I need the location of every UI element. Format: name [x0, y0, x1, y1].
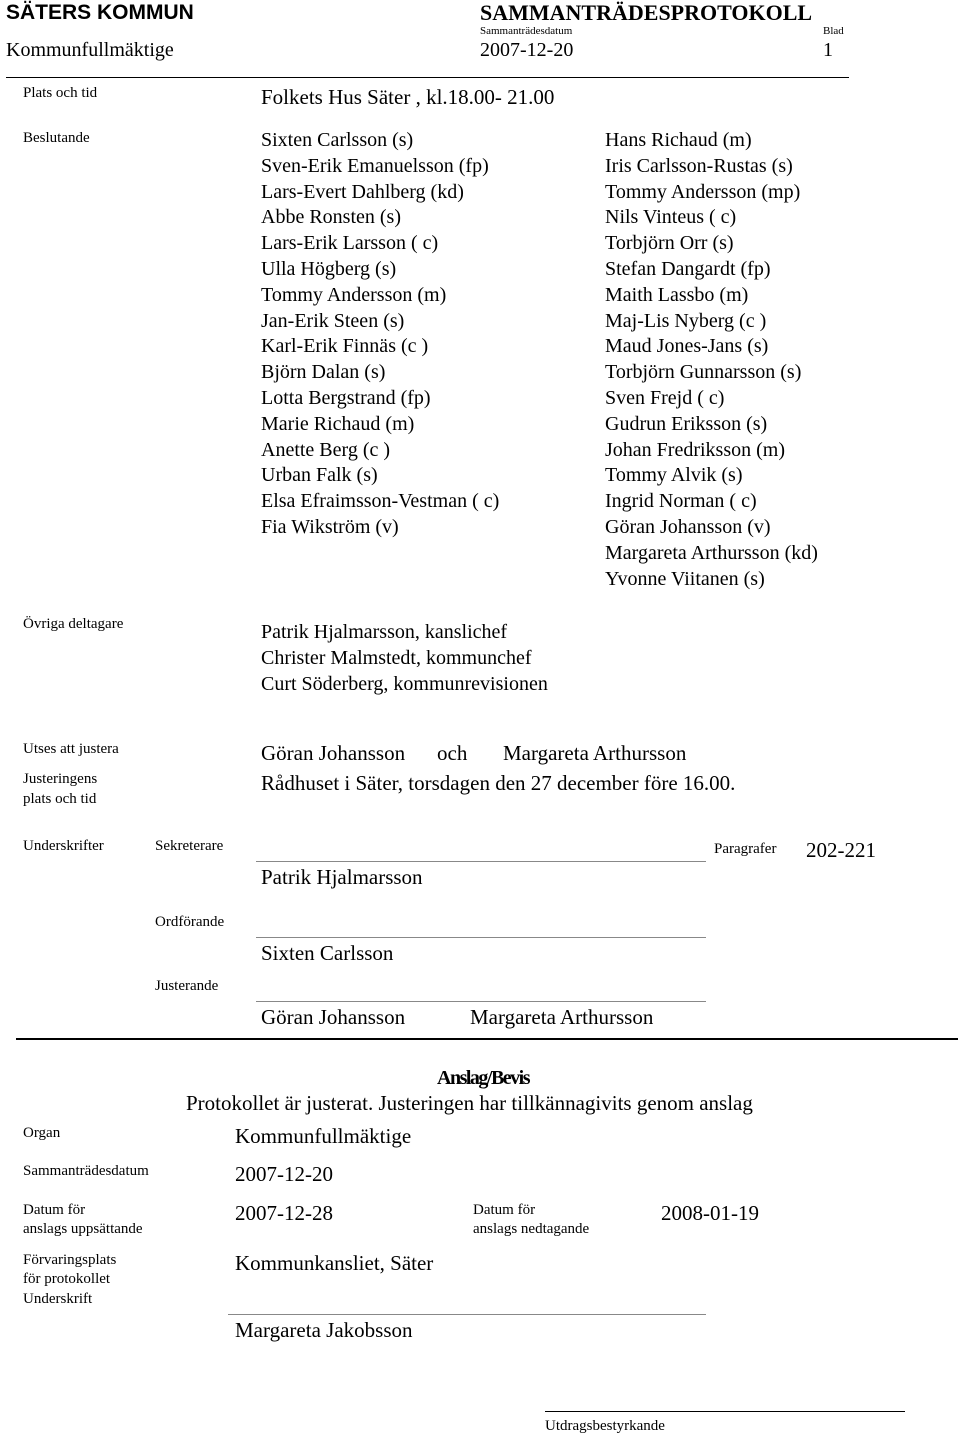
organ-label: Organ — [23, 1125, 61, 1141]
participant: Patrik Hjalmarsson, kanslichef — [261, 621, 508, 643]
storage-value: Kommunkansliet, Säter — [235, 1251, 434, 1275]
notice-statement: Protokollet är justerat. Justeringen har tillkännagivits genom anslag — [186, 1091, 753, 1115]
place-value: Folkets Hus Säter , kl.18.00- 21.00 — [261, 85, 555, 109]
chair-signature-line — [256, 937, 706, 938]
footer-line — [545, 1411, 905, 1412]
other-participants-list — [261, 620, 548, 697]
member-name: Sven-Erik Emanuelsson (fp) — [261, 154, 489, 177]
paragraphs-value: 202-221 — [806, 838, 876, 862]
removed-label-line2: anslags nedtagande — [473, 1221, 590, 1237]
chair-name: Sixten Carlsson — [261, 941, 394, 965]
member-name: Tommy Andersson (mp) — [605, 180, 801, 203]
adjust-place-label-line2: plats och tid — [23, 791, 97, 807]
secretary-name: Patrik Hjalmarsson — [261, 865, 423, 889]
member-name: Sven Frejd ( c) — [605, 386, 725, 409]
member-name: Anette Berg (c ) — [261, 438, 391, 461]
member-name: Yvonne Viitanen (s) — [605, 567, 765, 590]
removed-label-line1: Datum för — [473, 1202, 536, 1218]
member-name: Lars-Evert Dahlberg (kd) — [261, 180, 464, 203]
member-name: Hans Richaud (m) — [605, 129, 752, 151]
notice-title: Anslag/Bevis — [437, 1067, 530, 1089]
member-name: Tommy Alvik (s) — [605, 464, 743, 487]
member-name: Iris Carlsson-Rustas (s) — [605, 154, 793, 177]
member-name: Maj-Lis Nyberg (c ) — [605, 309, 767, 332]
body-name: Kommunfullmäktige — [6, 39, 174, 61]
place-label: Plats och tid — [23, 85, 98, 101]
adjust-place-label-line1: Justeringens — [23, 771, 98, 787]
organ-value: Kommunfullmäktige — [235, 1124, 412, 1148]
deciding-list-left — [261, 128, 499, 541]
storage-label-line1: Förvaringsplats — [23, 1252, 117, 1268]
member-name: Fia Wikström (v) — [261, 515, 399, 538]
signature-label: Underskrift — [23, 1291, 93, 1307]
posted-label-line1: Datum för — [23, 1202, 86, 1218]
member-name: Karl-Erik Finnäs (c ) — [261, 335, 429, 358]
member-name: Maith Lassbo (m) — [605, 283, 749, 306]
adjuster-name-1: Göran Johansson — [261, 741, 406, 765]
page-caption: Blad — [823, 25, 844, 37]
member-name: Torbjörn Gunnarsson (s) — [605, 361, 802, 384]
deciding-label: Beslutande — [23, 130, 90, 146]
member-name: Elsa Efraimsson-Vestman ( c) — [261, 490, 500, 513]
member-name: Ulla Högberg (s) — [261, 257, 397, 280]
member-name: Marie Richaud (m) — [261, 412, 415, 435]
adjuster-signature-label: Justerande — [155, 978, 219, 994]
adjuster-signature-1: Göran Johansson — [261, 1005, 406, 1029]
page-number: 1 — [823, 39, 833, 61]
secretary-label: Sekreterare — [155, 838, 224, 854]
member-name: Tommy Andersson (m) — [261, 283, 447, 306]
paragraphs-label: Paragrafer — [714, 841, 777, 857]
member-name: Stefan Dangardt (fp) — [605, 257, 771, 280]
posted-date: 2007-12-28 — [235, 1201, 333, 1225]
posted-label-line2: anslags uppsättande — [23, 1221, 143, 1237]
member-name: Nils Vinteus ( c) — [605, 206, 737, 229]
signer-name: Margareta Jakobsson — [235, 1318, 413, 1342]
member-name: Abbe Ronsten (s) — [261, 206, 401, 229]
chair-label: Ordförande — [155, 914, 225, 930]
adjuster-signature-line — [256, 1001, 706, 1002]
other-participants-label: Övriga deltagare — [23, 616, 124, 632]
member-name: Jan-Erik Steen (s) — [261, 309, 405, 332]
adjuster-name-2: Margareta Arthursson — [503, 741, 687, 765]
member-name: Lotta Bergstrand (fp) — [261, 386, 431, 409]
member-name: Lars-Erik Larsson ( c) — [261, 232, 439, 255]
meeting-date-value: 2007-12-20 — [235, 1162, 333, 1186]
meeting-date: 2007-12-20 — [480, 39, 574, 61]
secretary-signature-line — [256, 861, 706, 862]
member-name: Björn Dalan (s) — [261, 361, 386, 384]
adjuster-signature-2: Margareta Arthursson — [470, 1005, 654, 1029]
removed-date: 2008-01-19 — [661, 1201, 759, 1225]
adjust-place-value: Rådhuset i Säter, torsdagen den 27 december före 16.00. — [261, 771, 736, 795]
signatures-label: Underskrifter — [23, 838, 104, 854]
member-name: Maud Jones-Jans (s) — [605, 335, 769, 358]
storage-label-line2: för protokollet — [23, 1271, 111, 1287]
meeting-date-label: Sammanträdesdatum — [23, 1163, 149, 1179]
participant: Christer Malmstedt, kommunchef — [261, 646, 532, 669]
meeting-date-caption: Sammanträdesdatum — [480, 25, 573, 37]
member-name: Ingrid Norman ( c) — [605, 490, 757, 513]
notice-signature-line — [228, 1314, 706, 1315]
deciding-list-right — [605, 128, 818, 592]
document-type: SAMMANTRÄDESPROTOKOLL — [480, 0, 813, 25]
section-divider — [16, 1038, 958, 1040]
member-name: Johan Fredriksson (m) — [605, 438, 785, 461]
participant: Curt Söderberg, kommunrevisionen — [261, 672, 548, 695]
footer-label: Utdragsbestyrkande — [545, 1418, 665, 1434]
adjusters-label: Utses att justera — [23, 741, 119, 757]
header-divider — [6, 77, 849, 78]
member-name: Göran Johansson (v) — [605, 515, 771, 538]
member-name: Gudrun Eriksson (s) — [605, 412, 768, 435]
municipality-name: SÄTERS KOMMUN — [6, 1, 194, 24]
member-name: Urban Falk (s) — [261, 464, 378, 487]
member-name: Torbjörn Orr (s) — [605, 232, 734, 255]
member-name: Sixten Carlsson (s) — [261, 129, 414, 151]
member-name: Margareta Arthursson (kd) — [605, 541, 818, 564]
adjuster-conjunction: och — [437, 741, 468, 765]
